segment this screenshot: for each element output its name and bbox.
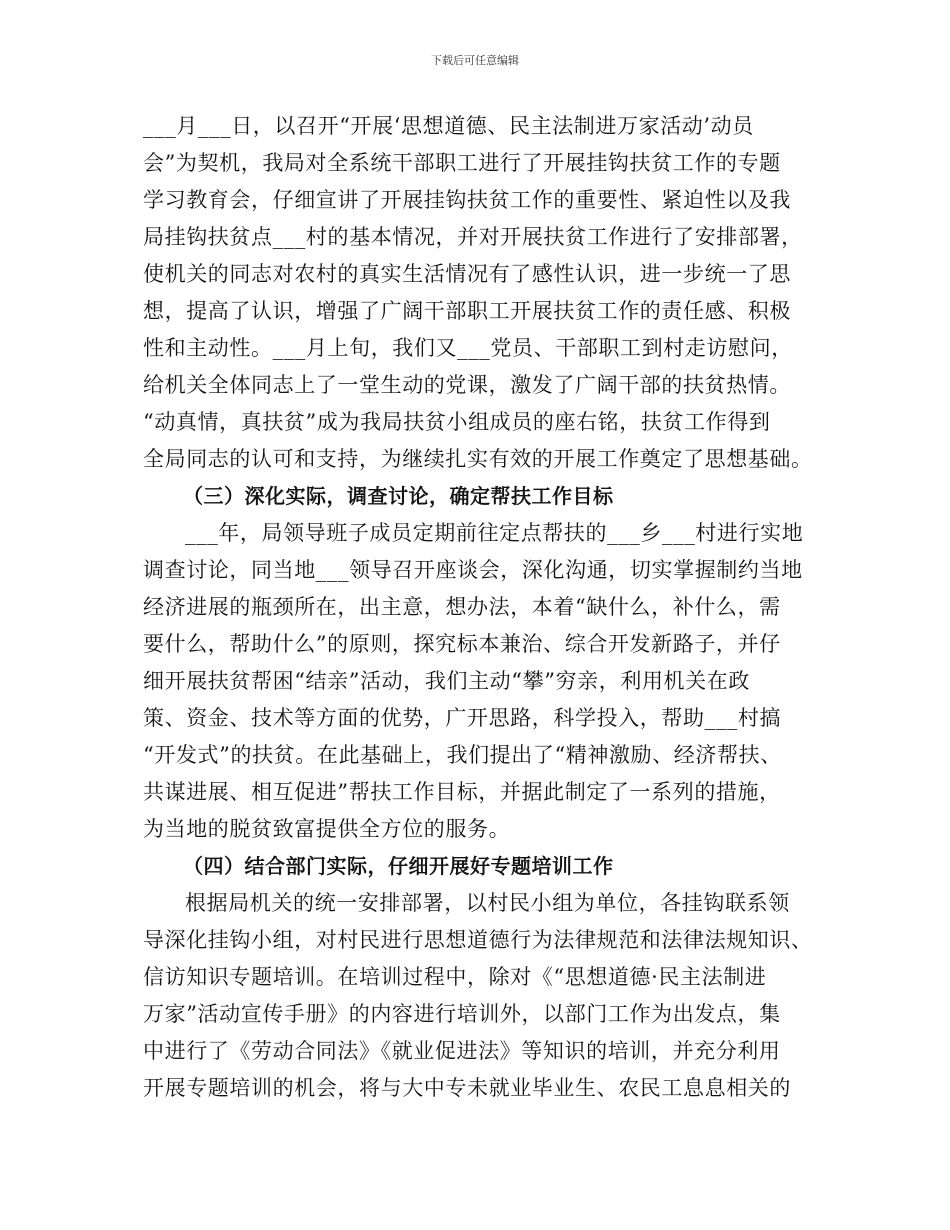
body-line: 想，提高了认识，增强了广阔干部职工开展扶贫工作的责任感、积极 bbox=[143, 299, 791, 323]
body-line: 为当地的脱贫致富提供全方位的服务。 bbox=[143, 817, 511, 841]
body-line: 调查讨论，同当地___领导召开座谈会，深化沟通，切实掌握制约当地 bbox=[143, 558, 803, 582]
body-line: 策、资金、技术等方面的优势，广开思路，科学投入，帮助___村搞 bbox=[143, 706, 782, 730]
body-line: 会”为契机，我局对全系统干部职工进行了开展挂钩扶贫工作的专题 bbox=[143, 151, 781, 175]
body-line: 使机关的同志对农村的真实生活情况有了感性认识，进一步统一了思 bbox=[143, 262, 791, 286]
body-line: 信访知识专题培训。在培训过程中，除对《“思想道德·民主法制进 bbox=[143, 965, 767, 989]
body-line: 学习教育会，仔细宣讲了开展挂钩扶贫工作的重要性、紧迫性以及我 bbox=[143, 188, 791, 212]
body-line: 局挂钩扶贫点___村的基本情况，并对开展扶贫工作进行了安排部署， bbox=[143, 225, 803, 249]
body-line: 全局同志的认可和支持，为继续扎实有效的开展工作奠定了思想基础。 bbox=[143, 447, 813, 471]
body-line: “开发式”的扶贫。在此基础上，我们提出了“精神激励、经济帮扶、 bbox=[143, 743, 782, 767]
body-line: 万家”活动宣传手册》的内容进行培训外，以部门工作为出发点，集 bbox=[143, 1002, 781, 1026]
body-line: 性和主动性。___月上旬，我们又___党员、干部职工到村走访慰问， bbox=[143, 336, 793, 360]
body-line: 根据局机关的统一安排部署，以村民小组为单位，各挂钩联系领 bbox=[185, 891, 790, 915]
body-line: 细开展扶贫帮困“结亲”活动，我们主动“攀”穷亲，利用机关在政 bbox=[143, 669, 750, 693]
page-header: 下载后可任意编辑 bbox=[431, 54, 519, 67]
section-heading-4: （四）结合部门实际，仔细开展好专题培训工作 bbox=[183, 854, 614, 878]
body-line: ___年，局领导班子成员定期前往定点帮扶的___乡___村进行实地 bbox=[185, 521, 804, 545]
body-line: 要什么，帮助什么”的原则，探究标本兼治、综合开发新路子，并仔 bbox=[143, 632, 781, 656]
document-body bbox=[143, 108, 819, 1107]
body-line: “动真情，真扶贫”成为我局扶贫小组成员的座右铭，扶贫工作得到 bbox=[143, 410, 771, 434]
body-line: 共谋进展、相互促进”帮扶工作目标，并据此制定了一系列的措施， bbox=[143, 780, 781, 804]
body-line: 中进行了《劳动合同法》《就业促进法》等知识的培训，并充分利用 bbox=[143, 1039, 781, 1063]
body-line: 给机关全体同志上了一堂生动的党课，激发了广阔干部的扶贫热情。 bbox=[143, 373, 791, 397]
body-line: ___月___日，以召开“开展‘思想道德、民主法制进万家活动’动员 bbox=[143, 114, 754, 138]
body-line: 导深化挂钩小组，对村民进行思想道德行为法律规范和法律法规知识、 bbox=[143, 928, 813, 952]
section-heading-3: （三）深化实际，调查讨论，确定帮扶工作目标 bbox=[183, 484, 614, 508]
body-line: 经济进展的瓶颈所在，出主意，想办法，本着“缺什么，补什么，需 bbox=[143, 595, 781, 619]
body-line: 开展专题培训的机会，将与大中专未就业毕业生、农民工息息相关的 bbox=[143, 1076, 791, 1100]
